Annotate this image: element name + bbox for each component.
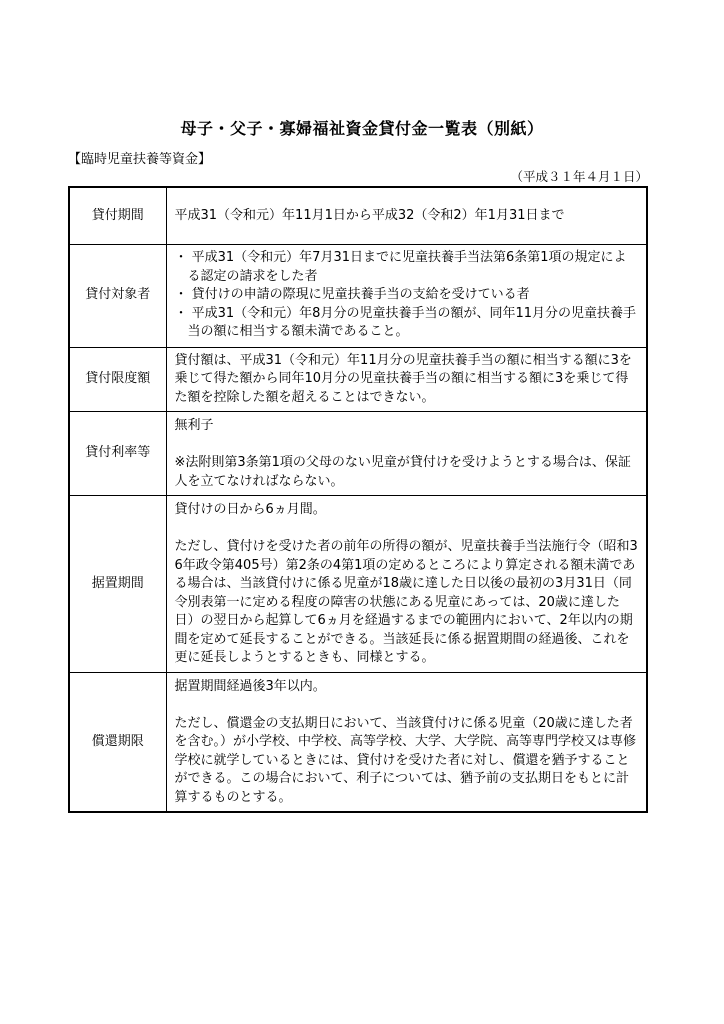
table-row-grace-period bbox=[69, 496, 647, 673]
table-row-repayment-deadline bbox=[69, 672, 647, 812]
row-content-loan-limit bbox=[166, 347, 647, 412]
paragraph: 平成31（令和元）年11月1日から平成32（令和2）年1月31日まで bbox=[174, 207, 565, 223]
row-label-loan-period: 貸付期間 bbox=[69, 187, 166, 244]
paragraph: 貸付額は、平成31（令和元）年11月分の児童扶養手当の額に相当する額に3を乗じて得た額から同年10月分の児童扶養手当の額に相当する額に3を乗じて得た額を控除した額を超えることはできない。 bbox=[174, 352, 632, 405]
paragraph: 据置期間経過後3年以内。 bbox=[174, 678, 326, 694]
table-row-eligible-persons bbox=[69, 244, 647, 347]
bullet-item: ・ 平成31（令和元）年7月31日までに児童扶養手当法第6条第1項の規定による認定の請求をした者 bbox=[174, 250, 627, 284]
section-label: 【臨時児童扶養等資金】 bbox=[68, 152, 212, 167]
row-content-repayment-deadline bbox=[166, 672, 647, 812]
loan-conditions-table bbox=[68, 186, 648, 813]
paragraph: ※法附則第3条第1項の父母のない児童が貸付けを受けようとする場合は、保証人を立てなければならない。 bbox=[174, 455, 631, 489]
row-label-repayment-deadline: 償還期限 bbox=[69, 672, 166, 812]
paragraph: 無利子 bbox=[174, 418, 214, 433]
date-label: （平成３１年４月１日） bbox=[510, 169, 648, 184]
paragraph: 貸付けの日から6ヵ月間。 bbox=[174, 502, 326, 517]
page-title: 母子・父子・寡婦福祉資金貸付金一覧表（別紙） bbox=[180, 119, 544, 138]
bullet-item: ・ 貸付けの申請の際現に児童扶養手当の支給を受けている者 bbox=[174, 287, 530, 303]
table-row-loan-limit bbox=[69, 347, 647, 412]
table-row-interest-rate bbox=[69, 412, 647, 496]
paragraph: ただし、貸付けを受けた者の前年の所得の額が、児童扶養手当法施行令（昭和36年政令第405号）第2条の4第1項の定めるところにより算定される額未満である場合は、当該貸付けに係る児童が18歳に達した日以後の最初の3月31日（同令別表第一に定める程度の障害の状態にある児童にあっては、20歳に達した日）の翌日から起算して6ヵ月を経過するまでの範囲内において、2年以内の期間を定めて延長することができる。当該延長に係る据置期間の経過後、これを更に延長しようとするときも、同様とする。 bbox=[174, 539, 638, 665]
bullet-item: ・ 平成31（令和元）年8月分の児童扶養手当の額が、同年11月分の児童扶養手当の額に相当する額未満であること。 bbox=[174, 305, 636, 340]
row-content-loan-period bbox=[166, 187, 647, 244]
paragraph: ただし、償還金の支払期日において、当該貸付けに係る児童（20歳に達した者を含む。）が小学校、中学校、高等学校、大学、大学院、高等専門学校又は専修学校に就学しているときには、貸付けを受けた者に対し、償還を猶予することができる。この場合において、利子については、猶予前の支払期日をもとに計算するものとする。 bbox=[174, 715, 637, 805]
row-label-eligible-persons: 貸付対象者 bbox=[69, 244, 166, 347]
row-label-grace-period: 据置期間 bbox=[69, 496, 166, 673]
row-content-eligible-persons bbox=[166, 244, 647, 347]
table-row-loan-period bbox=[69, 187, 647, 244]
row-content-interest-rate bbox=[166, 412, 647, 496]
row-content-grace-period bbox=[166, 496, 647, 673]
document-body bbox=[68, 151, 648, 813]
row-label-interest-rate: 貸付利率等 bbox=[69, 412, 166, 496]
row-label-loan-limit: 貸付限度額 bbox=[69, 347, 166, 412]
